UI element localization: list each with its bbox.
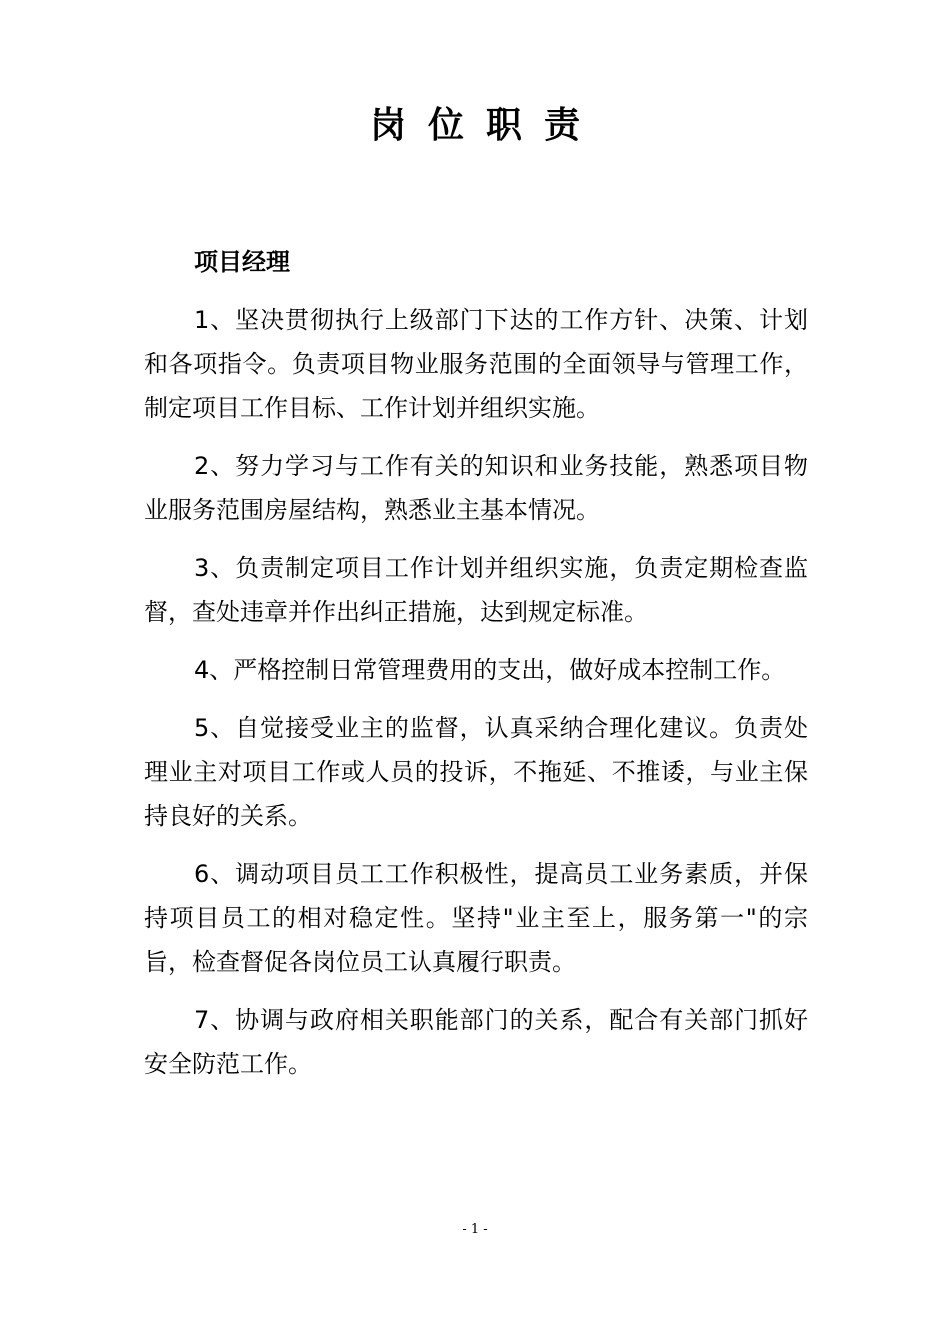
document-body [144, 240, 808, 1100]
document-title: 岗位职责 [369, 105, 602, 146]
paragraph-1: 1、坚决贯彻执行上级部门下达的工作方针、决策、计划和各项指令。负责项目物业服务范围的全面领导与管理工作，制定项目工作目标、工作计划并组织实施。 [144, 306, 808, 422]
paragraph-2: 2、努力学习与工作有关的知识和业务技能，熟悉项目物业服务范围房屋结构，熟悉业主基本情况。 [144, 452, 808, 524]
section-title: 项目经理 [194, 248, 290, 276]
paragraph-3: 3、负责制定项目工作计划并组织实施，负责定期检查监督，查处违章并作出纠正措施，达到规定标准。 [144, 554, 808, 626]
page-number: - 1 - [462, 1222, 488, 1237]
paragraph-7: 7、协调与政府相关职能部门的关系，配合有关部门抓好安全防范工作。 [144, 1006, 808, 1078]
paragraph-5: 5、自觉接受业主的监督，认真采纳合理化建议。负责处理业主对项目工作或人员的投诉，不拖延、不推诿，与业主保持良好的关系。 [144, 714, 808, 830]
paragraph-6: 6、调动项目员工工作积极性，提高员工业务素质，并保持项目员工的相对稳定性。坚持"业主至上，服务第一"的宗旨，检查督促各岗位员工认真履行职责。 [144, 860, 808, 976]
paragraph-4: 4、严格控制日常管理费用的支出，做好成本控制工作。 [194, 656, 786, 684]
